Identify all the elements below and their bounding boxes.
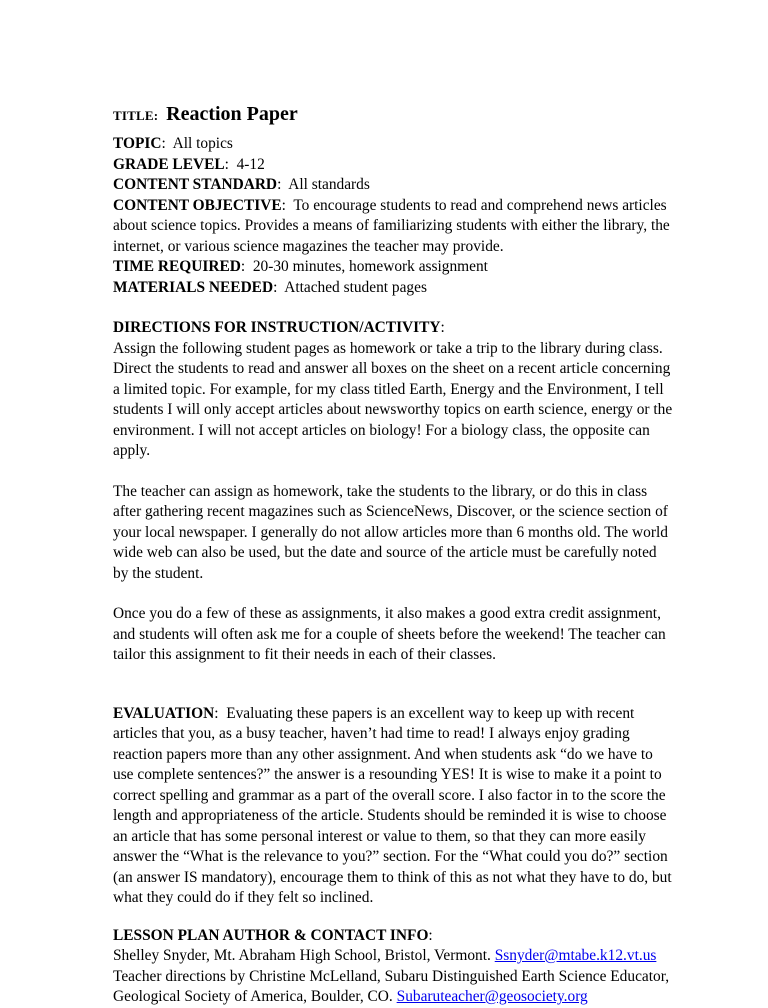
materials-needed-row: [113, 278, 673, 299]
time-required-sep: :: [240, 258, 246, 275]
directions-paragraph-3: Once you do a few of these as assignments, it also makes a good extra credit assignment, and students will often ask me for a couple of sheets before the weekend! The teacher can tailor this assignment to fit their needs in each of their classes.: [113, 605, 666, 663]
author-sep: :: [428, 926, 433, 944]
materials-needed-value: Attached student pages: [284, 278, 427, 296]
evaluation-label: EVALUATION: [113, 704, 215, 722]
materials-needed-sep: :: [273, 278, 278, 296]
topic-value: All topics: [172, 135, 233, 152]
content-standard-sep: :: [277, 176, 282, 193]
directions-paragraph-1: Assign the following student pages as homework or take a trip to the library during class. Direct the students to read and answer all boxes on the sheet on a recent article concerning a limited topic. For example, for my class titled Earth, Energy and the Environment, I tell students I will only accept articles about newsworthy topics on earth science, energy or the environment. I will not accept articles on biology! For a biology class, the opposite can apply.: [113, 339, 673, 459]
author-email-link[interactable]: Ssnyder@mtabe.k12.vt.us: [494, 947, 657, 964]
directions-heading-row: [113, 318, 673, 339]
spacer: [113, 584, 673, 604]
spacer: [113, 298, 673, 318]
page-title: Reaction Paper: [166, 103, 298, 125]
materials-needed-label: MATERIALS NEEDED: [113, 278, 274, 296]
author-text-1: Shelley Snyder, Mt. Abraham High School, Bristol, Vermont.: [113, 947, 491, 964]
evaluation-paragraph: [113, 704, 673, 909]
directions-heading: DIRECTIONS FOR INSTRUCTION/ACTIVITY: [113, 319, 441, 336]
grade-level-value: 4-12: [236, 155, 265, 173]
spacer: [113, 909, 673, 926]
evaluation-sep: :: [214, 704, 219, 722]
author-text-2: Teacher directions by Christine McLelland, Subaru Distinguished Earth Science Educator, Geological Society of America, Boulder, CO.: [113, 967, 670, 1005]
grade-level-label: GRADE LEVEL: [113, 155, 225, 173]
directions-paragraph-2: The teacher can assign as homework, take the students to the library, or do this in class after gathering recent magazines such as ScienceNews, Discover, or the science section of your local newspaper. I generally do not allow articles more than 6 months old. The world wide web can also be used, but the date and source of the article must be carefully noted by the student.: [113, 482, 668, 582]
time-required-row: [113, 257, 673, 278]
content-standard-row: [113, 175, 673, 196]
author-line-2: [113, 967, 673, 1008]
grade-level-sep: :: [224, 155, 229, 173]
title-line: [113, 104, 673, 132]
lesson-plan: [113, 104, 673, 1008]
author-heading-row: [113, 926, 673, 947]
content-objective-label: CONTENT OBJECTIVE: [113, 196, 282, 214]
time-required-value: 20-30 minutes, homework assignment: [252, 258, 488, 275]
directions-sep: :: [440, 319, 445, 336]
content-standard-label: CONTENT STANDARD: [113, 176, 278, 193]
topic-row: [113, 134, 673, 155]
evaluation-text: Evaluating these papers is an excellent way to keep up with recent articles that you, as a busy teacher, haven’t had time to read! I always enjoy grading reaction papers more than any other assignment. And when students ask “do we have to use complete sentences?” the answer is a resounding YES! It is wise to make it a point to correct spelling and grammar as a part of the overall score. I also factor in to the score the length and appropriateness of the article. Students should be reminded it is wise to choose an article that has some personal interest or value to them, so that they can more easily answer the “What is the relevance to you?” section. For the “What could you do?” section (an answer IS mandatory), encourage them to think of this as not what they have to do, but what they could do if they felt so inclined.: [113, 704, 672, 906]
grade-level-row: [113, 155, 673, 176]
content-standard-value: All standards: [288, 176, 370, 193]
author-line-1: [113, 946, 673, 967]
topic-label: TOPIC: [113, 135, 162, 152]
content-objective-value: To encourage students to read and comprehend news articles about science topics. Provides a means of familiarizing students with either the library, the internet, or various science magazines the teacher may provide.: [113, 196, 670, 255]
spacer: [113, 666, 673, 704]
author-heading: LESSON PLAN AUTHOR & CONTACT INFO: [113, 926, 429, 944]
content-objective-row: [113, 196, 673, 258]
spacer: [113, 462, 673, 482]
content-objective-sep: :: [281, 196, 286, 214]
time-required-label: TIME REQUIRED: [113, 258, 241, 275]
title-label: TITLE:: [113, 108, 159, 123]
subaru-teacher-email-link[interactable]: Subaruteacher@geosociety.org: [396, 988, 588, 1005]
topic-sep: :: [161, 135, 166, 152]
